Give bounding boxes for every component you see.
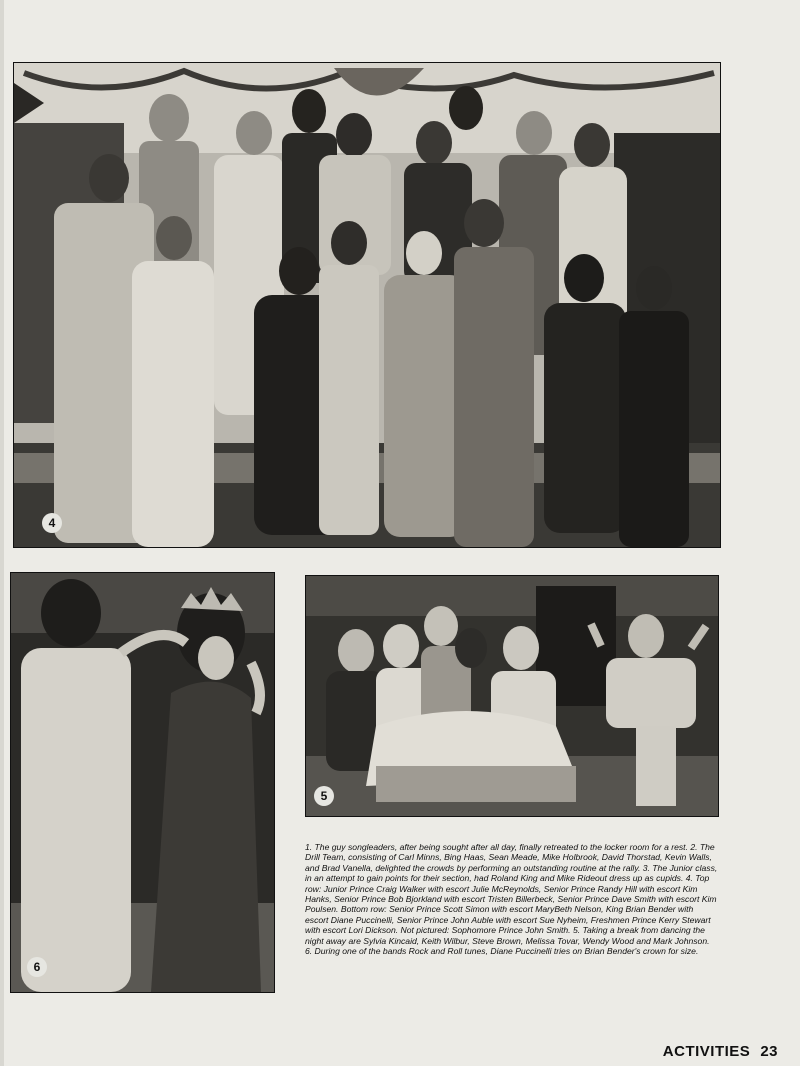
page-footer: [663, 1043, 778, 1060]
page-edge: [0, 0, 4, 1066]
photo-homecoming-court: [13, 62, 721, 548]
photo-number-badge: 5: [314, 786, 334, 806]
photo-dancers-break-image: [306, 576, 718, 816]
photo-number-badge: 6: [27, 957, 47, 977]
photo-number-badge: 4: [42, 513, 62, 533]
photo-homecoming-court-image: [14, 63, 720, 547]
photo-crown-tryon: [10, 572, 275, 993]
section-title: ACTIVITIES: [662, 1043, 751, 1060]
photo-dancers-break: [305, 575, 719, 817]
page-number: 23: [760, 1043, 778, 1060]
photo-caption: 1. The guy songleaders, after being sought after all day, finally retreated to the locker room for a rest. 2. The Drill Team, consisting of Carl Minns, Bing Haas, Sean Meade, Mike Holbrook, David Thorstad, Kevin Walls, and Brad Vanella, delighted the crowds by performing an outstanding routine at the rally. 3. The Junior class, in an attempt to gain points for their section, had Roland King and Mike Rideout dress up as cupids. 4. Top row: Junior Prince Craig Walker with escort Julie McReynolds, Senior Prince Randy Hill with escort Kim Hanks, Senior Prince Bob Bjorkland with escort Tristen Billerbeck, Senior Prince Dave Smith with escort Kim Poulsen. Bottom row: Senior Prince Scott Simon with escort MaryBeth Nelson, King Brian Bender with escort Diane Puccinelli, Senior Prince John Auble with escort Sue Nyheim, Freshmen Prince Kerry Stewart with escort Lori Dickson. Not pictured: Sophomore Prince John Smith. 5. Taking a break from dancing the night away are Sylvia Kincaid, Keith Wilbur, Steve Brown, Melissa Tovar, Wendy Wood and Mark Johnson. 6. During one of the bands Rock and Roll tunes, Diane Puccinelli tries on Brian Bender's crown for size.: [305, 842, 718, 957]
photo-crown-tryon-image: [11, 573, 274, 992]
